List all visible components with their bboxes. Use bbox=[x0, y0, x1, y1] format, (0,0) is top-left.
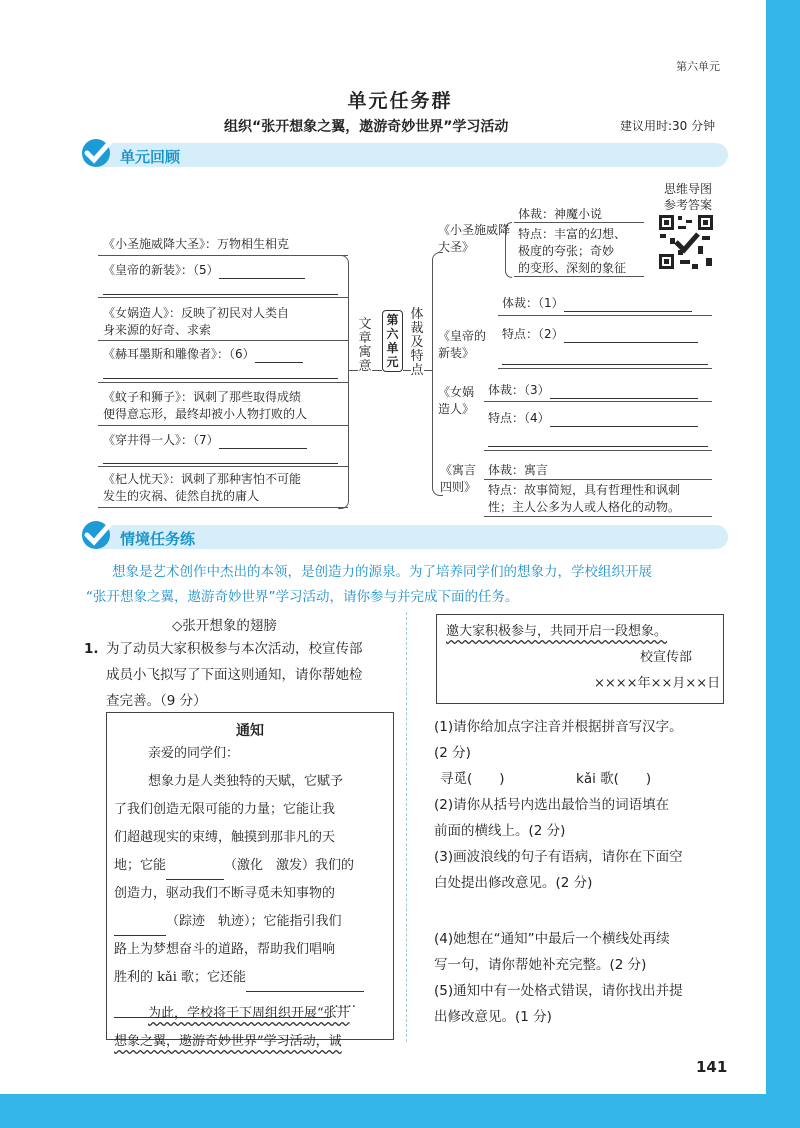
mm-right-title-3: 《女娲造人》 bbox=[438, 385, 475, 416]
notice-body-8b: …… bbox=[114, 990, 334, 1018]
mm-underline bbox=[498, 315, 712, 316]
check-badge-icon bbox=[78, 134, 118, 170]
notice-signature: 校宣传部 bbox=[640, 650, 693, 665]
mm-underline bbox=[484, 479, 712, 480]
mm-underline bbox=[98, 466, 348, 467]
question-number: 1. bbox=[84, 641, 99, 657]
mm-connector bbox=[403, 370, 411, 371]
subq-4b: 写一句，请你帮她补充完整。(2 分) bbox=[434, 957, 647, 973]
subq-1-points: (2 分) bbox=[434, 745, 471, 761]
mm-right-brace bbox=[432, 252, 443, 496]
page-edge-bottom bbox=[0, 1094, 800, 1128]
mm-underline bbox=[98, 382, 348, 383]
mm-left-item-4: 《赫耳墨斯和雕像者》：（6） bbox=[103, 346, 303, 363]
mm-center-node: 第六单元 bbox=[382, 310, 403, 372]
mm-underline bbox=[98, 340, 348, 341]
mm-underline bbox=[98, 297, 348, 298]
mm-right-feature-4: 特点：故事简短，具有哲理性和讽刺 性；主人公多为人或人格化的动物。 bbox=[488, 483, 681, 514]
page-edge-right bbox=[766, 0, 800, 1128]
notice-body-5: 创造力，驱动我们不断寻觅未知事物的 bbox=[114, 886, 336, 901]
mm-connector bbox=[372, 370, 382, 371]
mm-right-genre-2: 体裁：（1） bbox=[502, 295, 692, 312]
answer-area-3[interactable] bbox=[434, 900, 724, 922]
mm-right-title-2: 《皇帝的新装》 bbox=[438, 329, 487, 360]
mm-underline bbox=[484, 516, 712, 517]
fill-blank-1[interactable] bbox=[166, 859, 224, 880]
mm-left-item-3b: 身来源的好奇、求索 bbox=[103, 323, 212, 337]
subq-1: (1)请你给加点字注音并根据拼音写汉字。 bbox=[434, 719, 683, 735]
mm-underline bbox=[514, 276, 644, 277]
notice-greeting: 亲爱的同学们： bbox=[148, 746, 240, 761]
mm-left-item-7b: 发生的灾祸、徒然自扰的庸人 bbox=[103, 489, 260, 503]
mm-right-feature-2: 特点：（2） bbox=[502, 326, 698, 343]
answer-blank-5b[interactable] bbox=[103, 294, 338, 295]
mm-underline bbox=[514, 222, 644, 223]
check-badge-icon bbox=[78, 516, 118, 552]
notice-body-1: 想象力是人类独特的天赋，它赋予 bbox=[148, 774, 344, 789]
time-hint: 建议用时:30 分钟 bbox=[620, 119, 716, 133]
mm-left-branch-label: 文章寓意 bbox=[358, 317, 372, 374]
subq-1-item-a[interactable]: 寻觅( ) bbox=[440, 771, 505, 787]
fill-blank-2[interactable] bbox=[114, 915, 166, 936]
mm-left-brace bbox=[338, 255, 349, 509]
mm-left-item-5: 《蚊子和狮子》：讽刺了那些取得成绩 bbox=[103, 390, 302, 404]
page-title: 单元任务群 bbox=[347, 90, 453, 112]
answer-blank-2b[interactable] bbox=[502, 364, 708, 365]
answer-blank-6b[interactable] bbox=[103, 378, 338, 379]
mm-underline bbox=[98, 507, 348, 508]
mm-right-title-1: 《小圣施威降大圣》 bbox=[438, 223, 511, 254]
subq-3: (3)画波浪线的句子有语病，请你在下面空 bbox=[434, 849, 683, 865]
page-subtitle: 组织“张开想象之翼，遨游奇妙世界”学习活动 bbox=[224, 119, 509, 135]
qr-caption: 思维导图 参考答案 bbox=[663, 182, 712, 212]
mm-underline bbox=[484, 450, 712, 451]
notice-body-7: 路上为梦想奋斗的道路，帮助我们唱响 bbox=[114, 942, 336, 957]
mm-underline bbox=[498, 368, 712, 369]
answer-blank-4b[interactable] bbox=[488, 446, 708, 447]
notice-body-2: 了我们创造无限可能的力量；它能让我 bbox=[114, 802, 336, 817]
intro-line-1: 想象是艺术创作中杰出的本领，是创造力的源泉。为了培养同学们的想象力，学校组织开展 bbox=[112, 564, 652, 580]
mm-right-genre-4: 体裁：寓言 bbox=[488, 463, 549, 477]
notice-date: ××××年××月××日 bbox=[594, 676, 721, 691]
mm-right-feature-1: 特点：丰富的幻想、 极度的夸张；奇妙 的变形、深刻的象征 bbox=[518, 227, 627, 275]
intro-line-2: “张开想象之翼，遨游奇妙世界”学习活动，请你参与并完成下面的任务。 bbox=[86, 589, 519, 605]
mm-underline bbox=[98, 255, 348, 256]
mm-left-item-2: 《皇帝的新装》：（5） bbox=[103, 262, 305, 279]
subq-5: (5)通知中有一处格式错误，请你找出并提 bbox=[434, 983, 683, 999]
mm-right-genre-1: 体裁：神魔小说 bbox=[518, 207, 603, 221]
mm-connector bbox=[348, 370, 358, 371]
mm-underline bbox=[98, 425, 348, 426]
notice-body-6: （踪迹 轨迹）；它能指引我们 bbox=[114, 908, 342, 936]
notice-body-8: 胜利的 kǎi 歌；它还能 bbox=[114, 964, 364, 992]
notice-body-10: 想象之翼，遨游奇妙世界”学习活动，诚 bbox=[114, 1034, 342, 1049]
subq-1-item-b[interactable]: kǎi 歌( ) bbox=[576, 771, 652, 787]
unit-tag: 第六单元 bbox=[676, 60, 720, 73]
notice-title: 通知 bbox=[236, 723, 264, 739]
question-1-text: 为了动员大家积极参与本次活动，校宣传部 成员小飞拟写了下面这则通知，请你帮她检 查完善。（9 分） bbox=[106, 641, 363, 709]
mm-left-item-3: 《女娲造人》：反映了初民对人类自 bbox=[103, 306, 290, 320]
mm-right-title-4: 《寓言四则》 bbox=[440, 463, 477, 494]
section-label-tasks: 情境任务练 bbox=[120, 530, 196, 548]
notice-body-3: 们超越现实的束缚，触摸到那非凡的天 bbox=[114, 830, 336, 845]
mm-right-genre-3: 体裁：（3） bbox=[488, 382, 698, 399]
task-heading: ◇张开想象的翅膀 bbox=[172, 618, 277, 634]
mm-left-item-1: 《小圣施威降大圣》：万物相生相克 bbox=[103, 237, 290, 251]
mm-brace bbox=[505, 222, 512, 278]
mm-left-item-5b: 便得意忘形，最终却被小人物打败的人 bbox=[103, 407, 308, 421]
subq-2: (2)请你从括号内选出最恰当的词语填在 bbox=[434, 797, 670, 813]
notice-body-9: 为此，学校将于下周组织开展“张开 bbox=[148, 1006, 350, 1021]
mm-right-feature-3: 特点：（4） bbox=[488, 410, 698, 427]
fill-blank-3[interactable] bbox=[246, 971, 364, 992]
subq-3b: 白处提出修改意见。(2 分) bbox=[434, 875, 593, 891]
mm-underline bbox=[484, 401, 712, 402]
mm-connector bbox=[424, 370, 432, 371]
subq-4: (4)她想在“通知”中最后一个横线处再续 bbox=[434, 931, 670, 947]
mm-left-item-7: 《杞人忧天》：讽刺了那种害怕不可能 bbox=[103, 472, 302, 486]
section-label-review: 单元回顾 bbox=[120, 148, 181, 166]
notice-body-4: 地；它能 （激化 激发）我们的 bbox=[114, 852, 354, 880]
notice-continued-line: 邀大家积极参与，共同开启一段想象。 bbox=[446, 624, 668, 639]
mm-right-branch-label: 体裁及特点 bbox=[410, 307, 424, 378]
page-number: 141 bbox=[696, 1058, 728, 1076]
answer-blank-7b[interactable] bbox=[103, 463, 338, 464]
subq-5b: 出修改意见。(1 分) bbox=[434, 1009, 552, 1025]
column-divider bbox=[406, 612, 407, 1042]
subq-2b: 前面的横线上。(2 分) bbox=[434, 823, 566, 839]
qr-code-icon[interactable] bbox=[658, 214, 714, 270]
mm-left-item-6: 《穿井得一人》：（7） bbox=[103, 432, 307, 449]
